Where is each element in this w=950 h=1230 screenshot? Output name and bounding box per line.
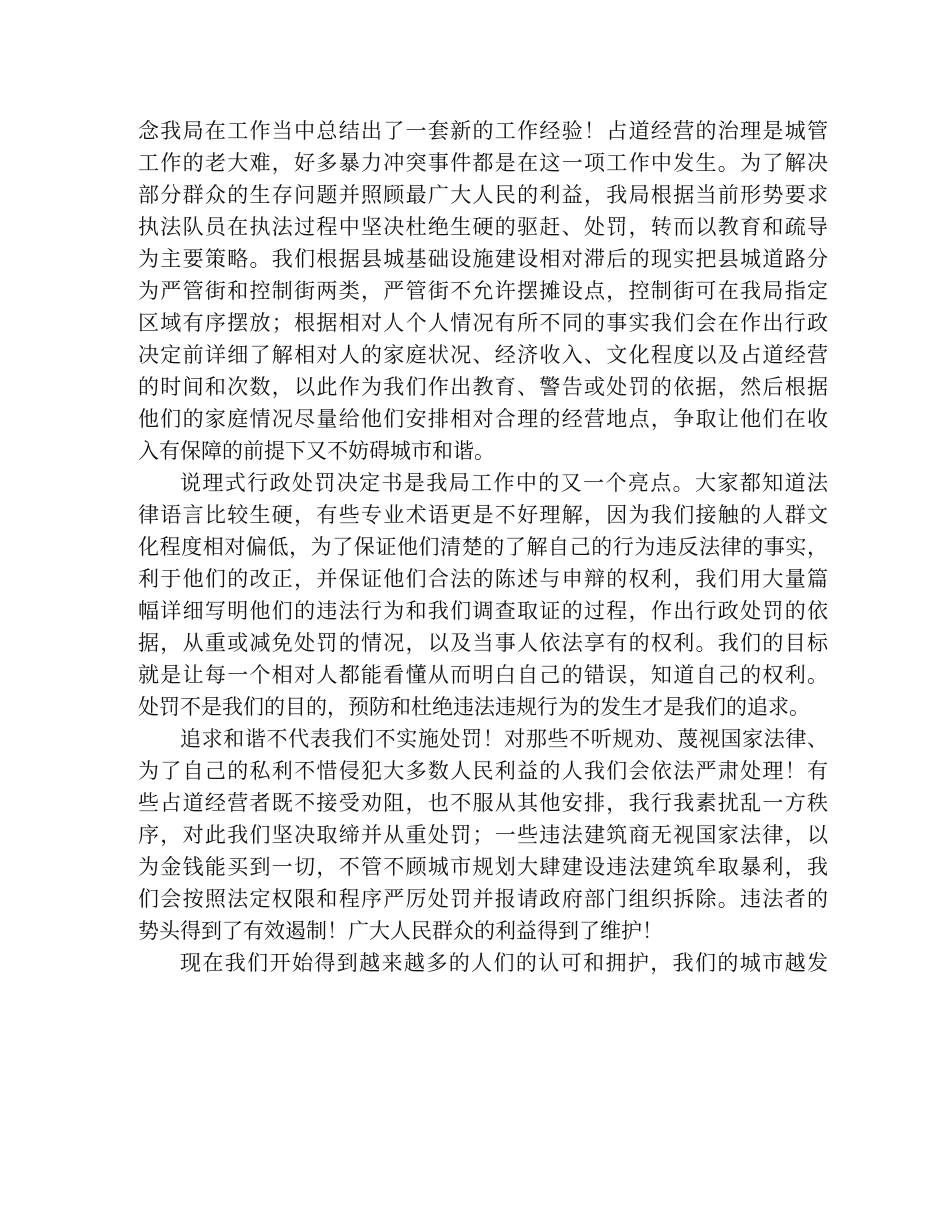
text-line: 他们的家庭情况尽量给他们安排相对合理的经营地点，争取让他们在收 bbox=[138, 407, 828, 431]
text-line: 些占道经营者既不接受劝阻，也不服从其他安排，我行我素扰乱一方秩 bbox=[138, 791, 828, 815]
text-line: 势头得到了有效遏制！广大人民群众的利益得到了维护！ bbox=[138, 919, 663, 943]
text-line: 区域有序摆放；根据相对人个人情况有所不同的事实我们会在作出行政 bbox=[138, 311, 828, 335]
text-line: 部分群众的生存问题并照顾最广大人民的利益，我局根据当前形势要求 bbox=[138, 183, 828, 207]
text-line: 为主要策略。我们根据县城基础设施建设相对滞后的现实把县城道路分 bbox=[138, 247, 828, 271]
text-line: 决定前详细了解相对人的家庭状况、经济收入、文化程度以及占道经营 bbox=[138, 343, 828, 367]
text-line: 序，对此我们坚决取缔并从重处罚；一些违法建筑商无视国家法律，以 bbox=[138, 823, 828, 847]
text-line: 利于他们的改正，并保证他们合法的陈述与申辩的权利，我们用大量篇 bbox=[138, 567, 828, 591]
paragraph bbox=[138, 115, 828, 467]
text-line: 幅详细写明他们的违法行为和我们调查取证的过程，作出行政处罚的依 bbox=[138, 599, 828, 623]
text-line: 现在我们开始得到越来越多的人们的认可和拥护，我们的城市越发 bbox=[180, 951, 828, 975]
text-line: 为严管街和控制街两类，严管街不允许摆摊设点，控制街可在我局指定 bbox=[138, 279, 828, 303]
text-line: 入有保障的前提下又不妨碍城市和谐。 bbox=[138, 439, 495, 463]
paragraph bbox=[138, 467, 828, 723]
text-line: 的时间和次数，以此作为我们作出教育、警告或处罚的依据，然后根据 bbox=[138, 375, 828, 399]
text-line: 律语言比较生硬，有些专业术语更是不好理解，因为我们接触的人群文 bbox=[138, 503, 828, 527]
text-line: 处罚不是我们的目的，预防和杜绝违法违规行为的发生才是我们的追求。 bbox=[138, 695, 810, 719]
text-line: 们会按照法定权限和程序严厉处罚并报请政府部门组织拆除。违法者的 bbox=[138, 887, 828, 911]
text-line: 据，从重或减免处罚的情况，以及当事人依法享有的权利。我们的目标 bbox=[138, 631, 828, 655]
paragraph bbox=[138, 947, 828, 979]
text-line: 追求和谐不代表我们不实施处罚！对那些不听规劝、蔑视国家法律、 bbox=[180, 727, 828, 751]
text-line: 念我局在工作当中总结出了一套新的工作经验！占道经营的治理是城管 bbox=[138, 119, 828, 143]
text-line: 工作的老大难，好多暴力冲突事件都是在这一项工作中发生。为了解决 bbox=[138, 151, 828, 175]
paragraph bbox=[138, 723, 828, 947]
text-line: 就是让每一个相对人都能看懂从而明白自己的错误，知道自己的权利。 bbox=[138, 663, 828, 687]
text-line: 为金钱能买到一切，不管不顾城市规划大肆建设违法建筑牟取暴利，我 bbox=[138, 855, 828, 879]
text-line: 化程度相对偏低，为了保证他们清楚的了解自己的行为违反法律的事实， bbox=[138, 535, 828, 559]
text-line: 为了自己的私利不惜侵犯大多数人民利益的人我们会依法严肃处理！有 bbox=[138, 759, 828, 783]
document-page bbox=[138, 115, 828, 979]
text-line: 执法队员在执法过程中坚决杜绝生硬的驱赶、处罚，转而以教育和疏导 bbox=[138, 215, 828, 239]
text-line: 说理式行政处罚决定书是我局工作中的又一个亮点。大家都知道法 bbox=[180, 471, 828, 495]
